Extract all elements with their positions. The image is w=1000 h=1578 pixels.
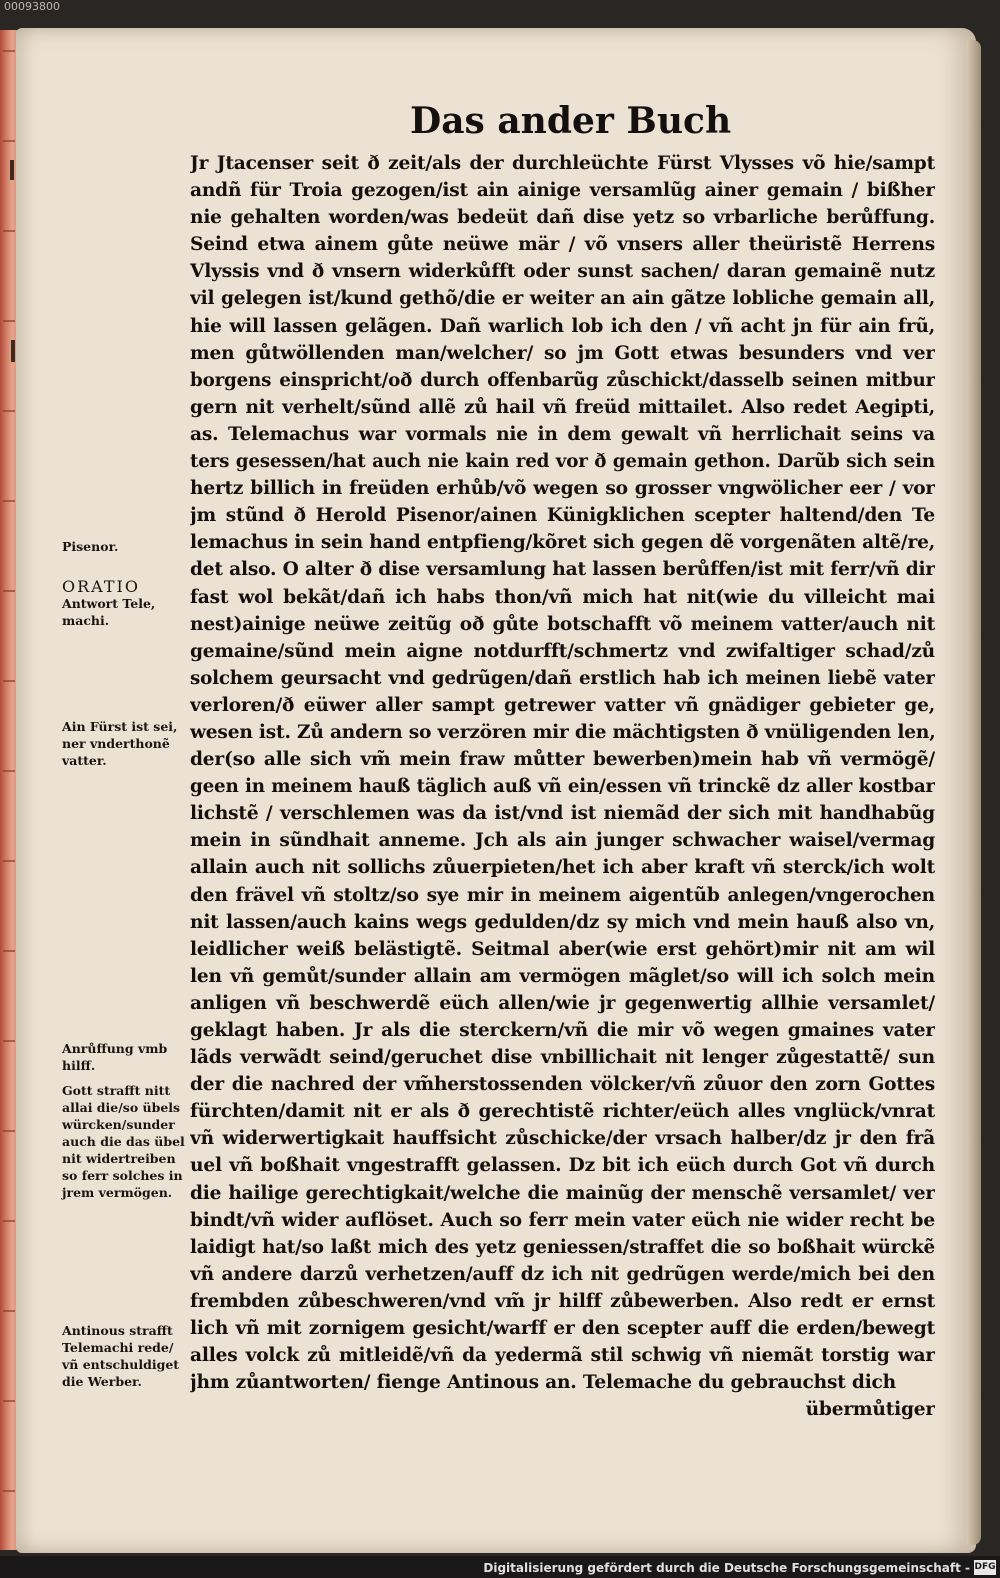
text-line: vñ andere darzů verhetzen/auff dz ich nit gedrũgen werde/mich bei den (190, 1263, 935, 1285)
text-line: nit lassen/auch kains wegs gedulden/dz sy mich vnd mein hauß also vn, (190, 911, 935, 933)
running-header: Das ander Buch (410, 100, 732, 142)
text-line: hertz billich in freüden erhůb/võ wegen so grosser vngwölicher eer / vor (190, 478, 935, 500)
text-line: fast wol bekãt/dañ ich habs thon/vñ mich hat nit(wie du villeicht mai (190, 586, 935, 608)
gloss-line: Pisenor. (62, 539, 119, 554)
gloss-line: Telemachi rede/ (62, 1340, 174, 1355)
gloss-line: würcken/sunder (62, 1117, 175, 1132)
text-line: hie will lassen gelãgen. Dañ warlich lob ich den / vñ acht jn für ain frũ, (190, 315, 935, 337)
catchword: übermůtiger (805, 1399, 935, 1421)
text-line: solchem geursacht vnd gedrũgen/dañ erstlich hab ich meinen liebẽ vater (190, 667, 935, 689)
page-fold (967, 40, 981, 1545)
text-line: der(so alle sich vm̃ mein fraw můtter bewerben)mein hab vñ vermögẽ/ (190, 749, 935, 771)
gloss-line: die Werber. (62, 1374, 142, 1389)
text-line: lãds verwãdt seind/geruchet dise vnbillichait nit lenger zůgestattẽ/ sun (190, 1047, 935, 1069)
text-line: verloren/ð eüwer aller sampt getrewer vatter vñ gnädiger gebieter ge, (190, 694, 935, 716)
margin-gloss-oratio (62, 578, 194, 629)
text-line: alles volck zů mitleidẽ/vñ da yedermã stil schwig vñ niemãt torstig war (190, 1345, 935, 1367)
gloss-line: auch die das übel (62, 1134, 185, 1149)
footer-credit: Digitalisierung gefördert durch die Deutsche Forschungsgemeinschaft - (483, 1561, 970, 1575)
page-edge-marks (3, 50, 15, 1550)
margin-gloss-antinous (62, 1322, 194, 1390)
text-line: uel vñ boßhait vngestrafft gelassen. Dz bit ich eüch durch Got vñ durch (190, 1155, 935, 1177)
text-line: wesen ist. Zů andern so verzören mir die mächtigsten ð vnüligenden len, (190, 721, 935, 743)
text-line: Seind etwa ainem gůte neüwe mär / võ vnsers aller theüristẽ Herrens (190, 234, 935, 256)
text-line: den frävel vñ stoltz/so sye mir in meinem aigentũb anlegen/vngerochen (190, 884, 935, 906)
gloss-line: Ain Fürst ist sei, (62, 719, 178, 734)
text-line: jm stũnd ð Herold Pisenor/ainen Künigklichen scepter haltend/den Te (190, 505, 935, 527)
gloss-line: Gott strafft nitt (62, 1083, 171, 1098)
text-line: andñ für Troia gezogen/ist ain ainige versamlũg ainer gemain / bißher (190, 180, 935, 202)
gloss-line: allai die/so übels (62, 1100, 181, 1115)
text-line: borgens einspricht/oð durch offenbarũg zůschickt/dasselb seinen mitbur (190, 369, 935, 391)
margin-gloss-anruffung (62, 1040, 194, 1074)
text-line: geklagt haben. Jr als die sterckern/vñ die mir võ wegen gmaines vater (190, 1020, 935, 1041)
gloss-line: so ferr solches in (62, 1168, 183, 1183)
text-line: fürchten/damit nit er als ð gerechtistẽ richter/eüch alles vnglück/vnrat (190, 1101, 935, 1123)
text-line: lichstẽ / verschlemen was da ist/vnd ist niemãd der sich mit handhabũg (190, 803, 935, 825)
text-line: men gůtwöllenden man/welcher/ so jm Gott etwas besunders vnd ver (190, 342, 935, 364)
text-line: anligen vñ beschwerdẽ eüch allen/wie jr gegenwertig allhie versamlet/ (190, 992, 935, 1014)
ink-speck (10, 160, 14, 180)
text-line: gemaine/sũnd mein aigne notdurfft/schmertz vnd zwifaltiger schad/zů (190, 640, 935, 662)
text-line: lemachus in sein hand entpfieng/kõret sich gegen dẽ vorgenãten altẽ/re, (190, 532, 935, 554)
gloss-line: hilff. (62, 1058, 96, 1073)
text-line: laidigt hat/so laßt mich des yetz geniessen/straffet die so boßhait würckẽ (190, 1236, 935, 1258)
text-line: len vñ gemůt/sunder allain am vermögen mãglet/so will ich solch mein (190, 965, 935, 987)
gloss-line: vñ entschuldiget (62, 1357, 180, 1372)
text-line: vil gelegen ist/kund gethõ/die er weiter an ain gãtze lobliche gemain all, (190, 288, 935, 310)
gloss-line: nit widertreiben (62, 1151, 176, 1166)
text-line: nest)ainige neüwe zeitũg oð gůte botschafft võ meinem vatter/auch nit (190, 613, 935, 635)
text-line: lich vñ mit zornigem gesicht/warff er den scepter auff die erden/bewegt (190, 1318, 935, 1340)
text-line: geen in meinem hauß täglich auß vñ ein/essen vñ trinckẽ dz aller kostbar (190, 776, 935, 798)
margin-gloss-pisenor (62, 538, 194, 555)
gloss-line: Antwort Tele, (62, 596, 156, 611)
text-line: jhm zůantworten/ fienge Antinous an. Telemache du gebrauchst dich (190, 1372, 896, 1394)
text-line: leidlicher weiß belästigtẽ. Seitmal aber(wie erst gehört)mir nit am wil (190, 938, 935, 960)
text-line: det also. O alter ð dise versamlung hat lassen berůffen/ist mit ferr/vñ dir (190, 559, 935, 581)
gloss-caps: ORATIO (62, 577, 140, 596)
text-line: vñ widerwertigkait hauffsicht zůschicke/der vrsach halber/dz jr den frã (190, 1128, 935, 1150)
text-line: Jr Jtacenser seit ð zeit/als der durchleüchte Fürst Vlysses võ hie/sampt (190, 153, 935, 174)
text-line: der die nachred der vm̃herstossenden völcker/vñ zůuor den zorn Gottes (190, 1074, 935, 1096)
gloss-line: jrem vermögen. (62, 1185, 173, 1200)
text-line: bindt/vñ wider auflöset. Auch so ferr mein vater eüch nie wider recht be (190, 1209, 935, 1231)
dfg-logo: DFG (974, 1560, 996, 1575)
gloss-line: Anrůffung vmb (62, 1041, 168, 1056)
text-line: allain auch nit sollichs zůuerpieten/het ich aber kraft vñ sterck/ich wolt (190, 857, 935, 879)
text-line: mein in sũndhait anneme. Jch als ain junger schwacher waisel/vermag (190, 830, 935, 852)
text-line: gern nit verhelt/sũnd allẽ zů hail vñ freüd mittailet. Also redet Aegipti, (190, 396, 935, 418)
gloss-line: vatter. (62, 753, 107, 768)
gloss-line: machi. (62, 613, 110, 628)
text-line: nie gehalten worden/was bedeüt dañ dise yetz so vrbarliche berůffung. (190, 207, 935, 229)
text-line: frembden zůbeschweren/vnd vm̃ jr hilff zůbewerben. Also redt er ernst (190, 1290, 935, 1312)
text-line: die hailige gerechtigkait/welche die mainũg der menschẽ versamlet/ ver (190, 1182, 935, 1204)
footer-bar (0, 1556, 1000, 1578)
body-text (190, 150, 935, 1423)
margin-gloss-gott-strafft (62, 1082, 194, 1201)
scan-id: 00093800 (4, 0, 60, 13)
text-line: Vlyssis vnd ð vnsern widerkůfft oder sunst sachen/ daran gemainẽ nutz (190, 261, 935, 283)
gloss-line: ner vnderthonẽ (62, 736, 170, 751)
text-line: as. Telemachus war vormals nie in dem gewalt vñ herrlichait seins va (190, 423, 935, 445)
text-line: ters gesessen/hat auch nie kain red vor ð gemain gethon. Darũb sich sein (190, 451, 935, 473)
gloss-line: Antinous strafft (62, 1323, 173, 1338)
ink-speck (11, 340, 15, 362)
margin-gloss-fuerst (62, 718, 194, 769)
